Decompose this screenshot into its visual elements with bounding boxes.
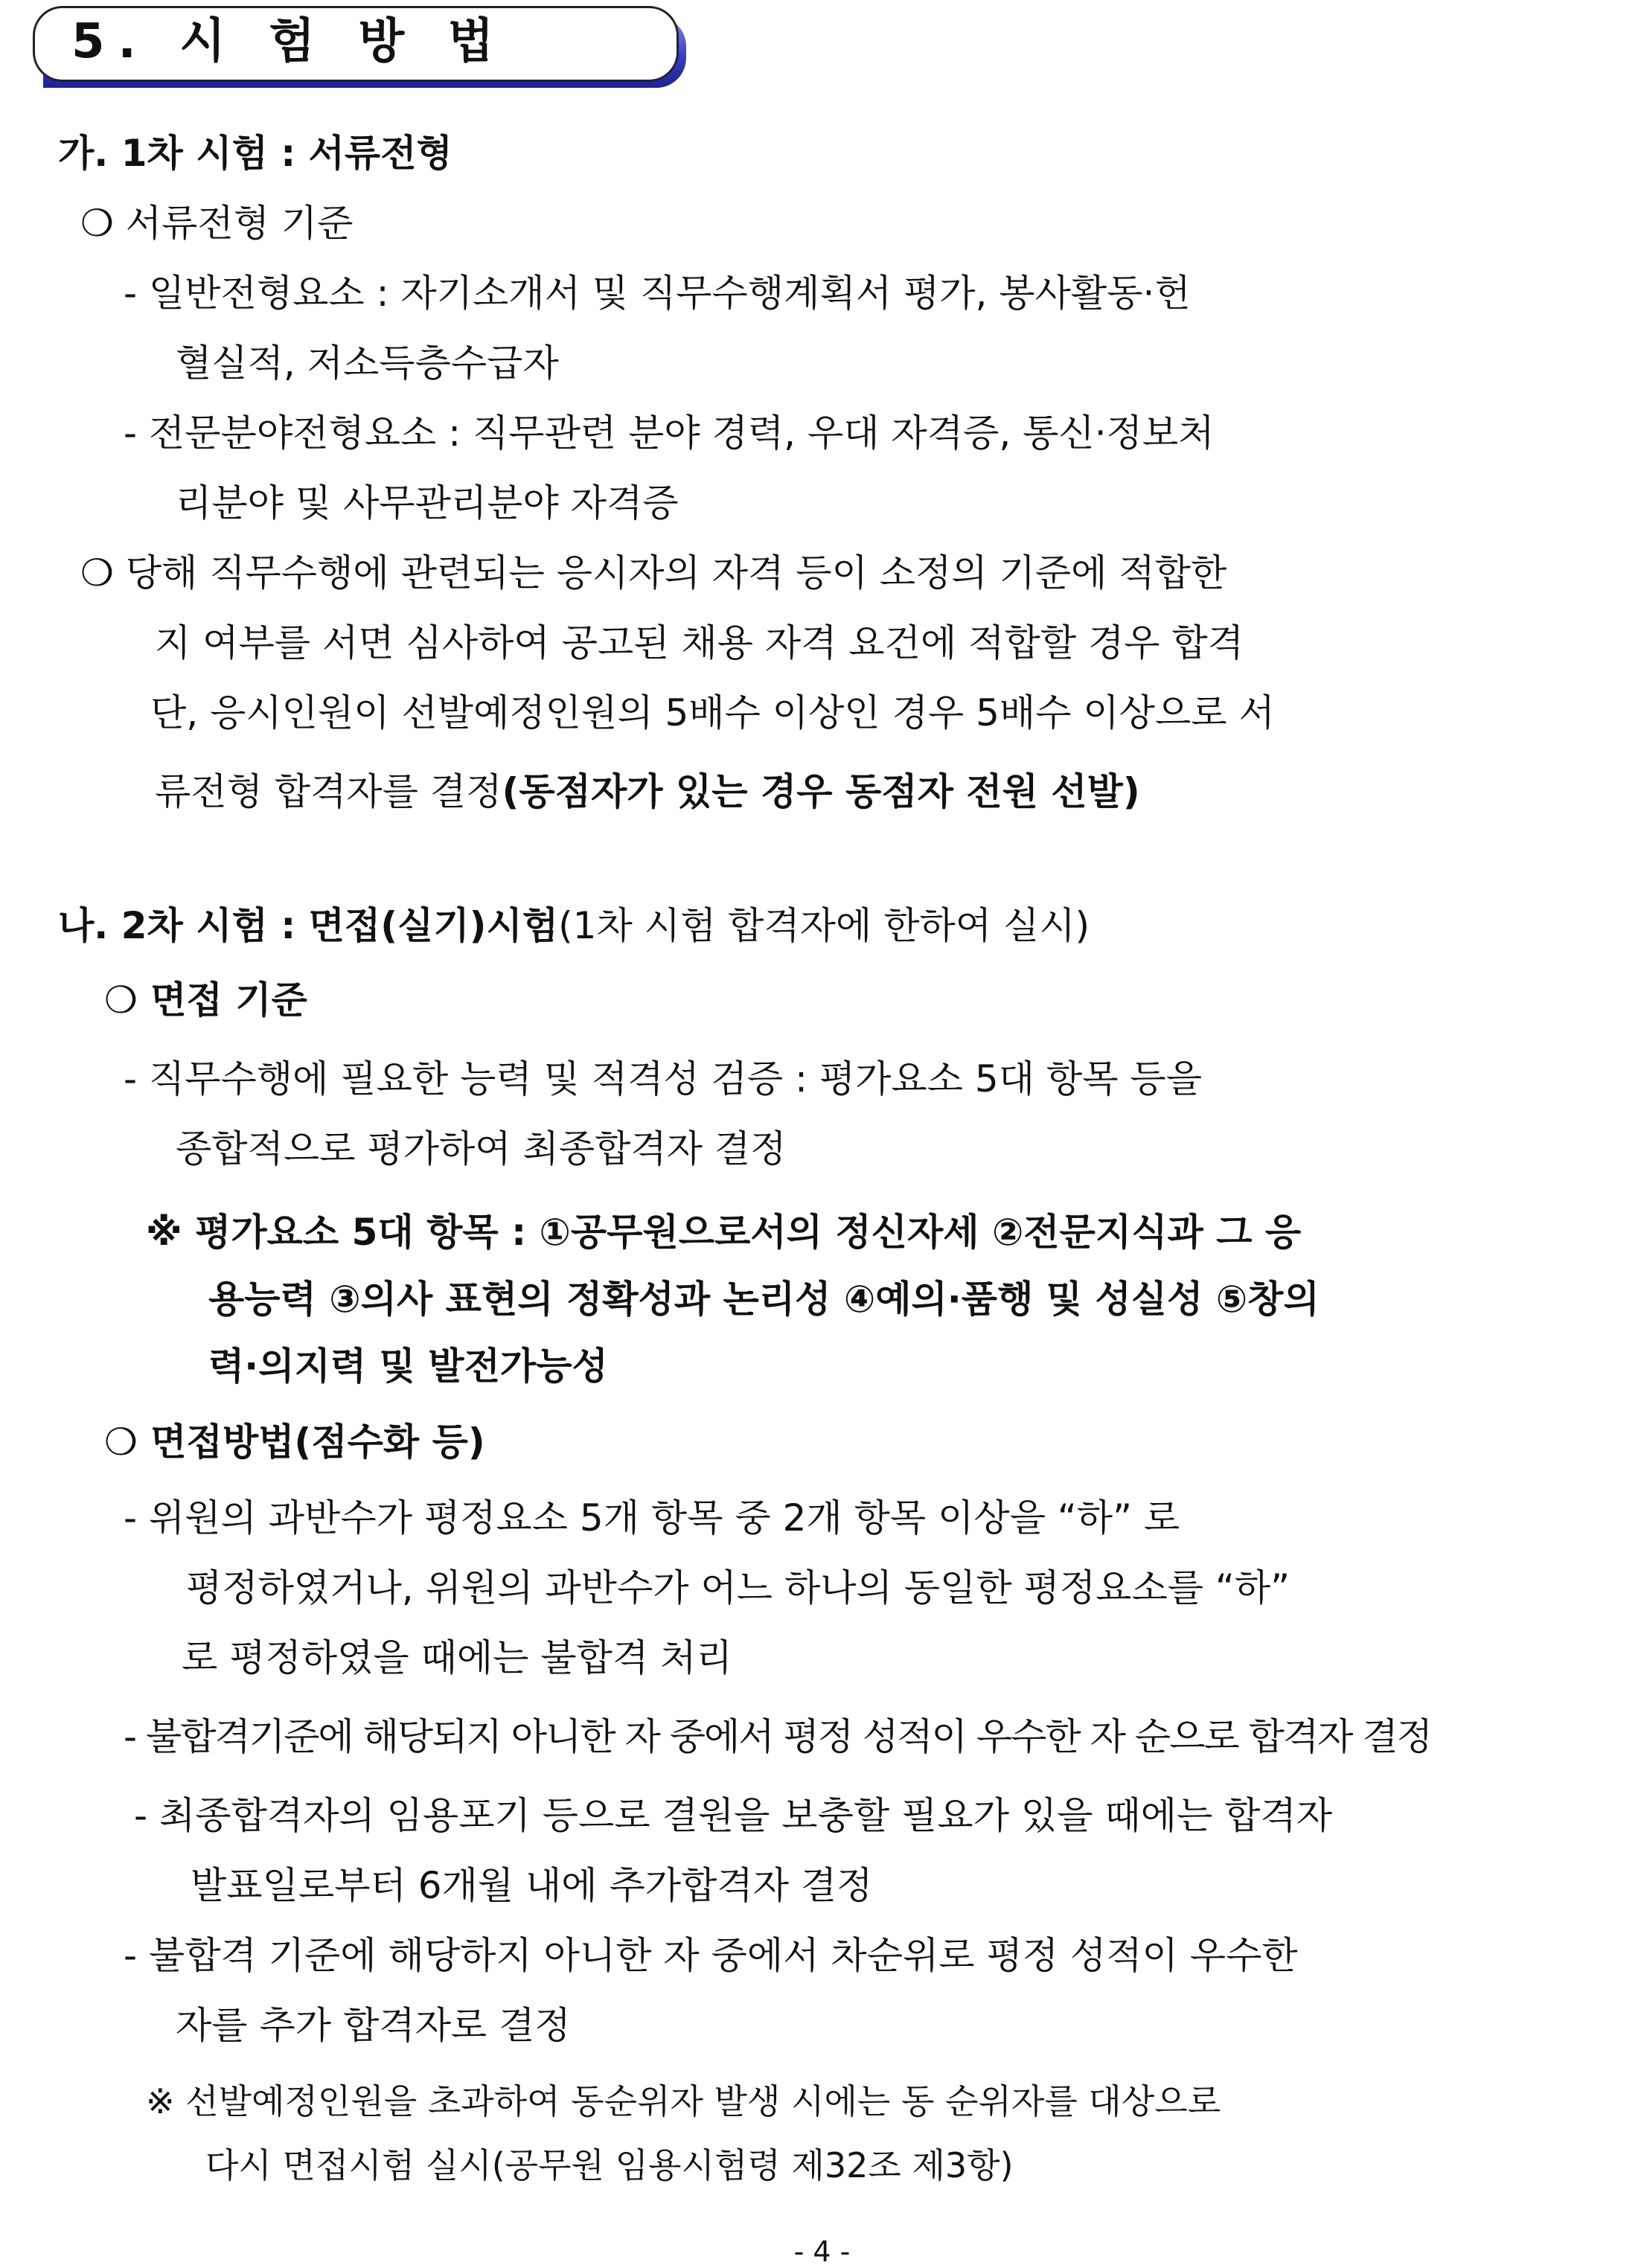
dash-expert-factors-line2: 리분야 및 사무관리분야 자격증 <box>176 481 679 525</box>
subsection-heading-b-rest: (1차 시험 합격자에 한하여 실시) <box>558 904 1090 947</box>
note-tie-rank-line1: ※ 선발예정인원을 초과하여 동순위자 발생 시에는 동 순위자를 대상으로 <box>146 2081 1221 2121</box>
bullet-interview-method: ❍ 면접방법(점수화 등) <box>104 1420 485 1464</box>
bullet-screening-line1: ❍ 당해 직무수행에 관련되는 응시자의 자격 등이 소정의 기준에 적합한 <box>80 551 1227 595</box>
dash-pass-order: - 불합격기준에 해당되지 아니한 자 중에서 평정 성적이 우수한 자 순으로 합격자 결정 <box>124 1715 1431 1758</box>
dash-general-factors-line2: 혈실적, 저소득층수급자 <box>176 342 559 385</box>
note-five-factors-line2: 용능력 ③의사 표현의 정확성과 논리성 ④예의·품행 및 성실성 ⑤창의 <box>208 1278 1320 1321</box>
bullet-screening-line3: 단, 응시인원이 선발예정인원의 5배수 이상인 경우 5배수 이상으로 서 <box>150 691 1275 734</box>
dash-ability-verification-line2: 종합적으로 평가하여 최종합격자 결정 <box>176 1127 787 1170</box>
bullet-screening-line2: 지 여부를 서면 심사하여 공고된 채용 자격 요건에 적합할 경우 합격 <box>155 621 1244 664</box>
note-tie-rank-line2: 다시 면접시험 실시(공무원 임용시험령 제32조 제3항) <box>205 2145 1014 2185</box>
tie-rule-text: (동점자가 있는 경우 동점자 전원 선발) <box>502 770 1140 813</box>
subsection-heading-a: 가. 1차 시험 : 서류전형 <box>58 132 452 175</box>
dash-expert-factors-line1: - 전문분야전형요소 : 직무관련 분야 경력, 우대 자격증, 통신·정보처 <box>124 411 1215 455</box>
dash-fail-rule-line3: 로 평정하였을 때에는 불합격 처리 <box>182 1636 732 1679</box>
dash-next-rank-line1: - 불합격 기준에 해당하지 아니한 자 중에서 차순위로 평정 성적이 우수한 <box>124 1934 1298 1977</box>
dash-general-factors-line1: - 일반전형요소 : 자기소개서 및 직무수행계획서 평가, 봉사활동·헌 <box>124 272 1191 315</box>
bullet-interview-criteria: ❍ 면접 기준 <box>104 978 307 1022</box>
section-title: 5. 시 험 방 법 <box>71 14 508 69</box>
dash-additional-pass-line2: 발표일로부터 6개월 내에 추가합격자 결정 <box>191 1864 873 1907</box>
page-number: - 4 - <box>793 2235 851 2268</box>
dash-fail-rule-line1: - 위원의 과반수가 평정요소 5개 항목 중 2개 항목 이상을 “하” 로 <box>124 1496 1180 1540</box>
note-five-factors-line3: 력·의지력 및 발전가능성 <box>208 1345 608 1388</box>
subsection-heading-b <box>58 903 1090 948</box>
bullet-document-criteria: ❍ 서류전형 기준 <box>80 202 354 245</box>
bullet-screening-line4 <box>155 769 1140 814</box>
dash-fail-rule-line2: 평정하였거나, 위원의 과반수가 어느 하나의 동일한 평정요소를 “하” <box>186 1566 1290 1609</box>
dash-next-rank-line2: 자를 추가 합격자로 결정 <box>176 2004 571 2047</box>
section-header <box>33 6 688 89</box>
dash-ability-verification-line1: - 직무수행에 필요한 능력 및 적격성 검증 : 평가요소 5대 항목 등을 <box>124 1057 1203 1101</box>
screening-decision-text: 류전형 합격자를 결정 <box>155 770 502 813</box>
dash-additional-pass-line1: - 최종합격자의 임용포기 등으로 결원을 보충할 필요가 있을 때에는 합격자 <box>134 1794 1333 1837</box>
subsection-heading-b-bold: 나. 2차 시험 : 면접(실기)시험 <box>58 904 559 947</box>
note-five-factors-line1: ※ 평가요소 5대 항목 : ①공무원으로서의 정신자세 ②전문지식과 그 응 <box>146 1211 1302 1254</box>
